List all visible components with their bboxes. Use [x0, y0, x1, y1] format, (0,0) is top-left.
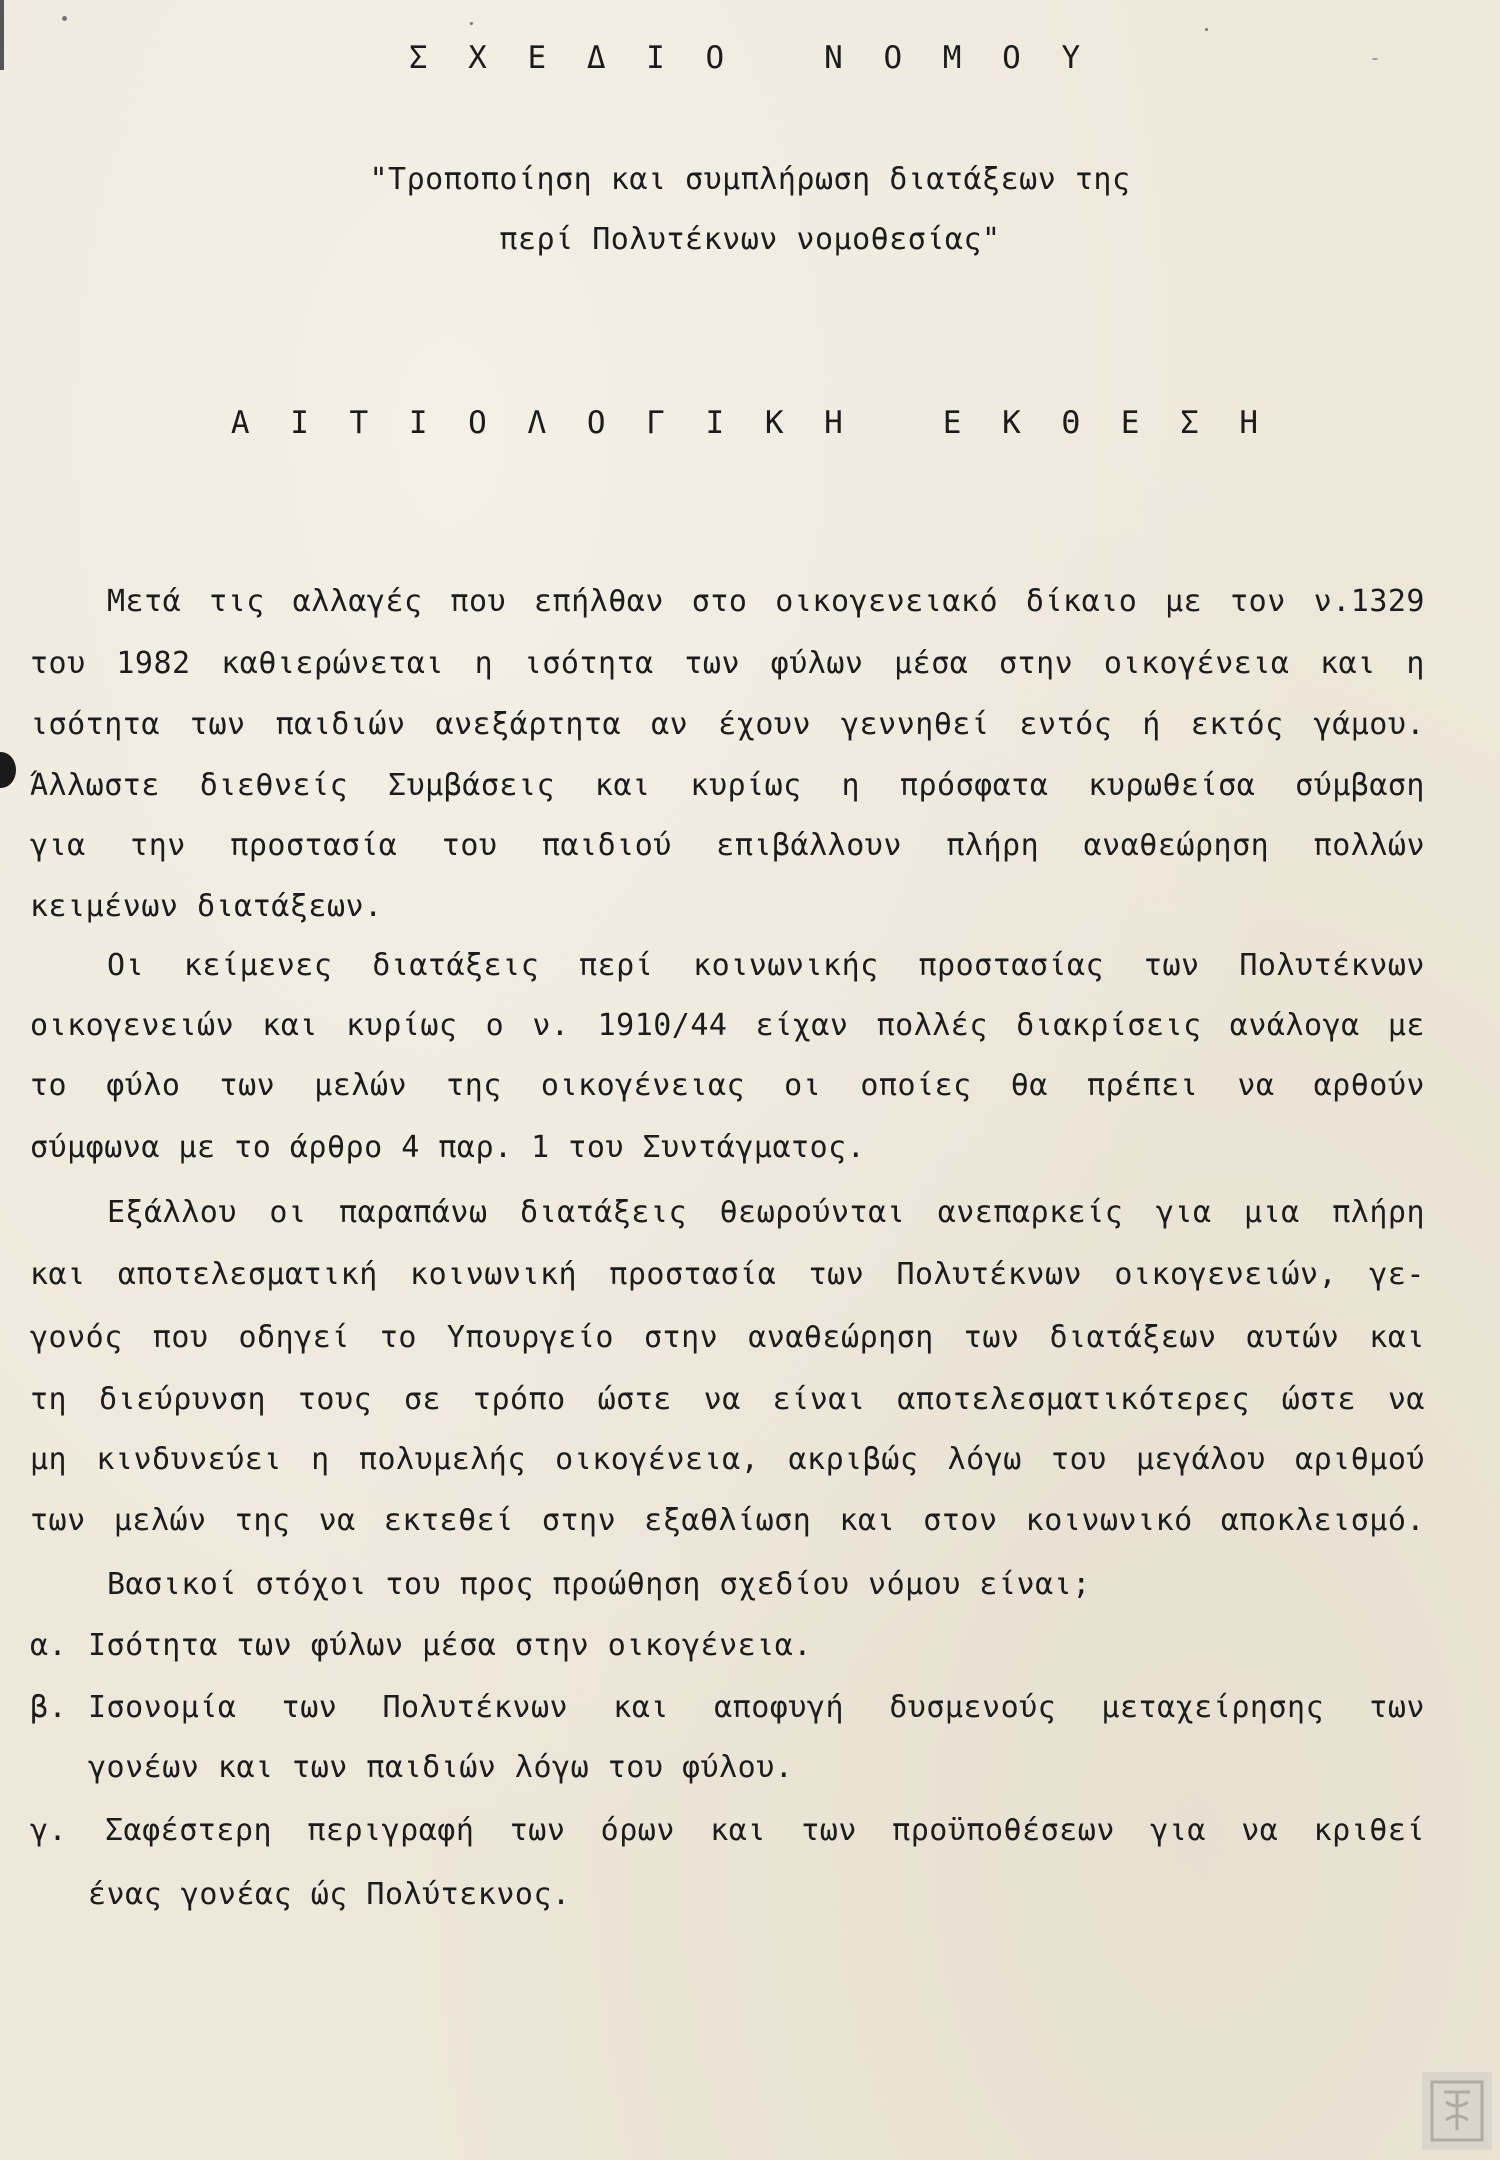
paragraph-line: Οι κείμενες διατάξεις περί κοινωνικής προστασίας των Πολυτέκνων: [107, 948, 1425, 983]
goal-text: Ισονομία των Πολυτέκνων και αποφυγή δυσμενούς μεταχείρησης των: [88, 1690, 1425, 1725]
goal-text: ένας γονέας ώς Πολύτεκνος.: [88, 1877, 571, 1912]
goal-marker: γ.: [30, 1813, 68, 1848]
library-stamp: [1422, 2072, 1492, 2150]
paragraph-line: και αποτελεσματική κοινωνική προστασία των Πολυτέκνων οικογενειών, γε-: [30, 1257, 1425, 1292]
paragraph-line: το φύλο των μελών της οικογένειας οι οποίες θα πρέπει να αρθούν: [30, 1068, 1425, 1103]
goal-marker: β.: [30, 1690, 68, 1725]
paragraph-line: για την προστασία του παιδιού επιβάλλουν πλήρη αναθεώρηση πολλών: [30, 828, 1425, 863]
paragraph-line: σύμφωνα με το άρθρο 4 παρ. 1 του Συντάγματος.: [30, 1130, 866, 1165]
paragraph-line: γονός που οδηγεί το Υπουργείο στην αναθεώρηση των διατάξεων αυτών και: [30, 1320, 1425, 1355]
scan-speck: [470, 22, 473, 25]
paragraph-line: οικογενειών και κυρίως ο ν. 1910/44 είχαν πολλές διακρίσεις ανάλογα με: [30, 1008, 1425, 1043]
subtitle-line-1: "Τροποποίηση και συμπλήρωση διατάξεων της: [369, 162, 1131, 197]
scan-speck: [1205, 28, 1208, 31]
goal-text: Σαφέστερη περιγραφή των όρων και των προϋποθέσεων για να κριθεί: [105, 1813, 1425, 1848]
scan-speck: [62, 16, 67, 21]
paragraph-line: κειμένων διατάξεων.: [30, 889, 383, 924]
subtitle-line-2: περί Πολυτέκνων νομοθεσίας": [499, 222, 1001, 257]
paragraph-line: μη κινδυνεύει η πολυμελής οικογένεια, ακριβώς λόγω του μεγάλου αριθμού: [30, 1442, 1425, 1477]
goals-intro: Βασικοί στόχοι του προς προώθηση σχεδίου νόμου είναι;: [107, 1567, 1091, 1602]
paragraph-line: του 1982 καθιερώνεται η ισότητα των φύλων μέσα στην οικογένεια και η: [30, 646, 1425, 681]
section-heading: Α Ι Τ Ι Ο Λ Ο Γ Ι Κ Η Ε Κ Θ Ε Σ Η: [230, 405, 1270, 441]
paragraph-line: ισότητα των παιδιών ανεξάρτητα αν έχουν γεννηθεί εντός ή εκτός γάμου.: [30, 707, 1425, 742]
paragraph-line: Μετά τις αλλαγές που επήλθαν στο οικογενειακό δίκαιο με τον ν.1329: [107, 584, 1425, 619]
document-title: Σ Χ Ε Δ Ι Ο Ν Ο Μ Ο Υ: [408, 40, 1092, 76]
punch-hole: [0, 752, 16, 788]
paragraph-line: τη διεύρυνση τους σε τρόπο ώστε να είναι αποτελεσματικότερες ώστε να: [30, 1382, 1425, 1417]
library-stamp-icon: [1430, 2080, 1484, 2142]
paragraph-line: Άλλωστε διεθνείς Συμβάσεις και κυρίως η πρόσφατα κυρωθείσα σύμβαση: [30, 768, 1425, 803]
goal-text: γονέων και των παιδιών λόγω του φύλου.: [88, 1750, 794, 1785]
goal-text: Ισότητα των φύλων μέσα στην οικογένεια.: [88, 1628, 812, 1663]
paragraph-line: των μελών της να εκτεθεί στην εξαθλίωση και στον κοινωνικό αποκλεισμό.: [30, 1503, 1425, 1538]
goal-marker: α.: [30, 1628, 68, 1663]
paragraph-line: Εξάλλου οι παραπάνω διατάξεις θεωρούνται ανεπαρκείς για μια πλήρη: [107, 1195, 1425, 1230]
